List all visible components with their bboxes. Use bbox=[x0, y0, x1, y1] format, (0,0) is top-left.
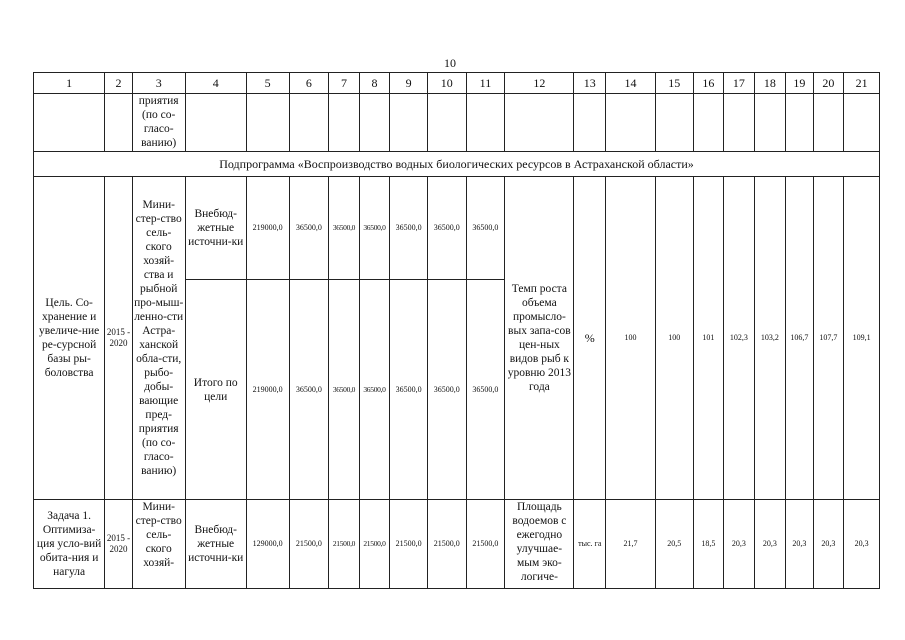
indicator-value: 107,7 bbox=[813, 177, 844, 500]
subprogram-title: Подпрограмма «Воспроизводство водных биологических ресурсов в Астраханской области» bbox=[34, 152, 880, 177]
empty-cell bbox=[34, 94, 105, 152]
indicator-value: 109,1 bbox=[844, 177, 880, 500]
goal-executor: Мини-стер-ство сель-ского хозяй-ства и рыбной про-мыш-ленно-сти Астра-ханской обла-сти, рыбо-добы-вающие пред-приятия (по со-гласо-ванию) bbox=[132, 177, 185, 500]
funding-year: 36500,0 bbox=[427, 177, 466, 280]
task-funding-year: 21500,0 bbox=[359, 500, 390, 589]
task-executor: Мини-стер-ство сель-ского хозяй- bbox=[132, 500, 185, 589]
column-number-header: 14 bbox=[606, 73, 656, 94]
task-funding-year: 21500,0 bbox=[289, 500, 329, 589]
indicator-value: 103,2 bbox=[754, 177, 786, 500]
column-number-header: 12 bbox=[505, 73, 574, 94]
executor-continuation: приятия (по со-гласо-ванию) bbox=[132, 94, 185, 152]
task-indicator-value: 20,3 bbox=[813, 500, 844, 589]
goal-unit: % bbox=[574, 177, 606, 500]
column-number-header: 21 bbox=[844, 73, 880, 94]
column-number-header: 1 bbox=[34, 73, 105, 94]
column-number-header: 13 bbox=[574, 73, 606, 94]
task-indicator-value: 20,3 bbox=[754, 500, 786, 589]
task-period: 2015 - 2020 bbox=[105, 500, 132, 589]
empty-cell bbox=[105, 94, 132, 152]
task-unit: тыс. га bbox=[574, 500, 606, 589]
task-funding-year: 21500,0 bbox=[390, 500, 428, 589]
funding-year: 36500,0 bbox=[359, 280, 390, 500]
funding-year: 36500,0 bbox=[329, 280, 360, 500]
column-number-header: 7 bbox=[329, 73, 360, 94]
column-number-header: 20 bbox=[813, 73, 844, 94]
column-number-header: 15 bbox=[655, 73, 693, 94]
task-funding-source: Внебюд-жетные источни-ки bbox=[185, 500, 246, 589]
continuation-row bbox=[34, 94, 880, 152]
funding-year: 36500,0 bbox=[329, 177, 360, 280]
task-indicator-value: 20,5 bbox=[655, 500, 693, 589]
indicator-value: 106,7 bbox=[786, 177, 813, 500]
task-name: Задача 1. Оптимиза-ция усло-вий обита-ния и нагула bbox=[34, 500, 105, 589]
column-number-header: 11 bbox=[466, 73, 505, 94]
funding-source: Внебюд-жетные источни-ки bbox=[185, 177, 246, 280]
column-number-header: 5 bbox=[246, 73, 289, 94]
funding-year: 36500,0 bbox=[427, 280, 466, 500]
task-indicator-value: 18,5 bbox=[693, 500, 724, 589]
task-indicator: Площадь водоемов с ежегодно улучшае-мым эко-логиче- bbox=[505, 500, 574, 589]
funding-year: 36500,0 bbox=[390, 280, 428, 500]
subprogram-row bbox=[34, 152, 880, 177]
funding-year: 36500,0 bbox=[289, 280, 329, 500]
column-number-header: 17 bbox=[724, 73, 755, 94]
task-indicator-value: 20,3 bbox=[844, 500, 880, 589]
task-indicator-value: 21,7 bbox=[606, 500, 656, 589]
column-number-header: 16 bbox=[693, 73, 724, 94]
funding-year: 36500,0 bbox=[289, 177, 329, 280]
column-number-header: 3 bbox=[132, 73, 185, 94]
task-funding-year: 21500,0 bbox=[427, 500, 466, 589]
goal-name: Цель. Со-хранение и увеличе-ние ре-сурсной базы ры-боловства bbox=[34, 177, 105, 500]
task-indicator-value: 20,3 bbox=[724, 500, 755, 589]
funding-year: 36500,0 bbox=[466, 177, 505, 280]
page-number: 10 bbox=[444, 56, 456, 70]
column-number-header: 18 bbox=[754, 73, 786, 94]
indicator-value: 100 bbox=[606, 177, 656, 500]
funding-source: Итого по цели bbox=[185, 280, 246, 500]
goal-period: 2015 - 2020 bbox=[105, 177, 132, 500]
task-indicator-value: 20,3 bbox=[786, 500, 813, 589]
task-funding-year: 21500,0 bbox=[329, 500, 360, 589]
indicator-value: 101 bbox=[693, 177, 724, 500]
column-number-header: 10 bbox=[427, 73, 466, 94]
header-row bbox=[34, 73, 880, 94]
funding-total: 219000,0 bbox=[246, 177, 289, 280]
column-number-header: 19 bbox=[786, 73, 813, 94]
task1-row bbox=[34, 500, 880, 589]
column-number-header: 2 bbox=[105, 73, 132, 94]
task-funding-year: 21500,0 bbox=[466, 500, 505, 589]
column-number-header: 8 bbox=[359, 73, 390, 94]
funding-year: 36500,0 bbox=[359, 177, 390, 280]
indicator-value: 102,3 bbox=[724, 177, 755, 500]
task-funding-total: 129000,0 bbox=[246, 500, 289, 589]
funding-year: 36500,0 bbox=[466, 280, 505, 500]
column-number-header: 9 bbox=[390, 73, 428, 94]
column-number-header: 4 bbox=[185, 73, 246, 94]
goal-funding-row-extrabudget bbox=[34, 177, 880, 280]
program-table bbox=[33, 72, 880, 589]
goal-indicator: Темп роста объема промысло-вых запа-сов цен-ных видов рыб к уровню 2013 года bbox=[505, 177, 574, 500]
funding-year: 36500,0 bbox=[390, 177, 428, 280]
indicator-value: 100 bbox=[655, 177, 693, 500]
column-number-header: 6 bbox=[289, 73, 329, 94]
funding-total: 219000,0 bbox=[246, 280, 289, 500]
